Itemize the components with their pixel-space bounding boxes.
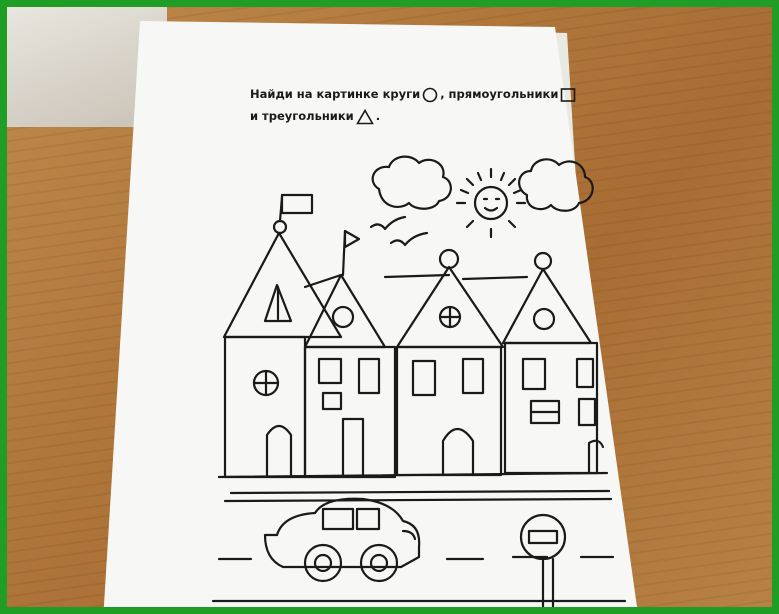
circle-icon <box>422 87 438 103</box>
task-line-2-end: . <box>375 109 381 123</box>
task-line-2 <box>250 105 578 127</box>
task-line-1-end: , прямоугольники <box>440 87 559 101</box>
rectangle-icon <box>560 87 576 103</box>
task-line-1-start: Найди на картинке круги <box>250 87 421 101</box>
triangle-icon <box>356 109 374 125</box>
task-text <box>250 83 578 127</box>
task-line-1 <box>250 83 578 105</box>
task-line-2-start: и треугольники <box>250 109 354 123</box>
